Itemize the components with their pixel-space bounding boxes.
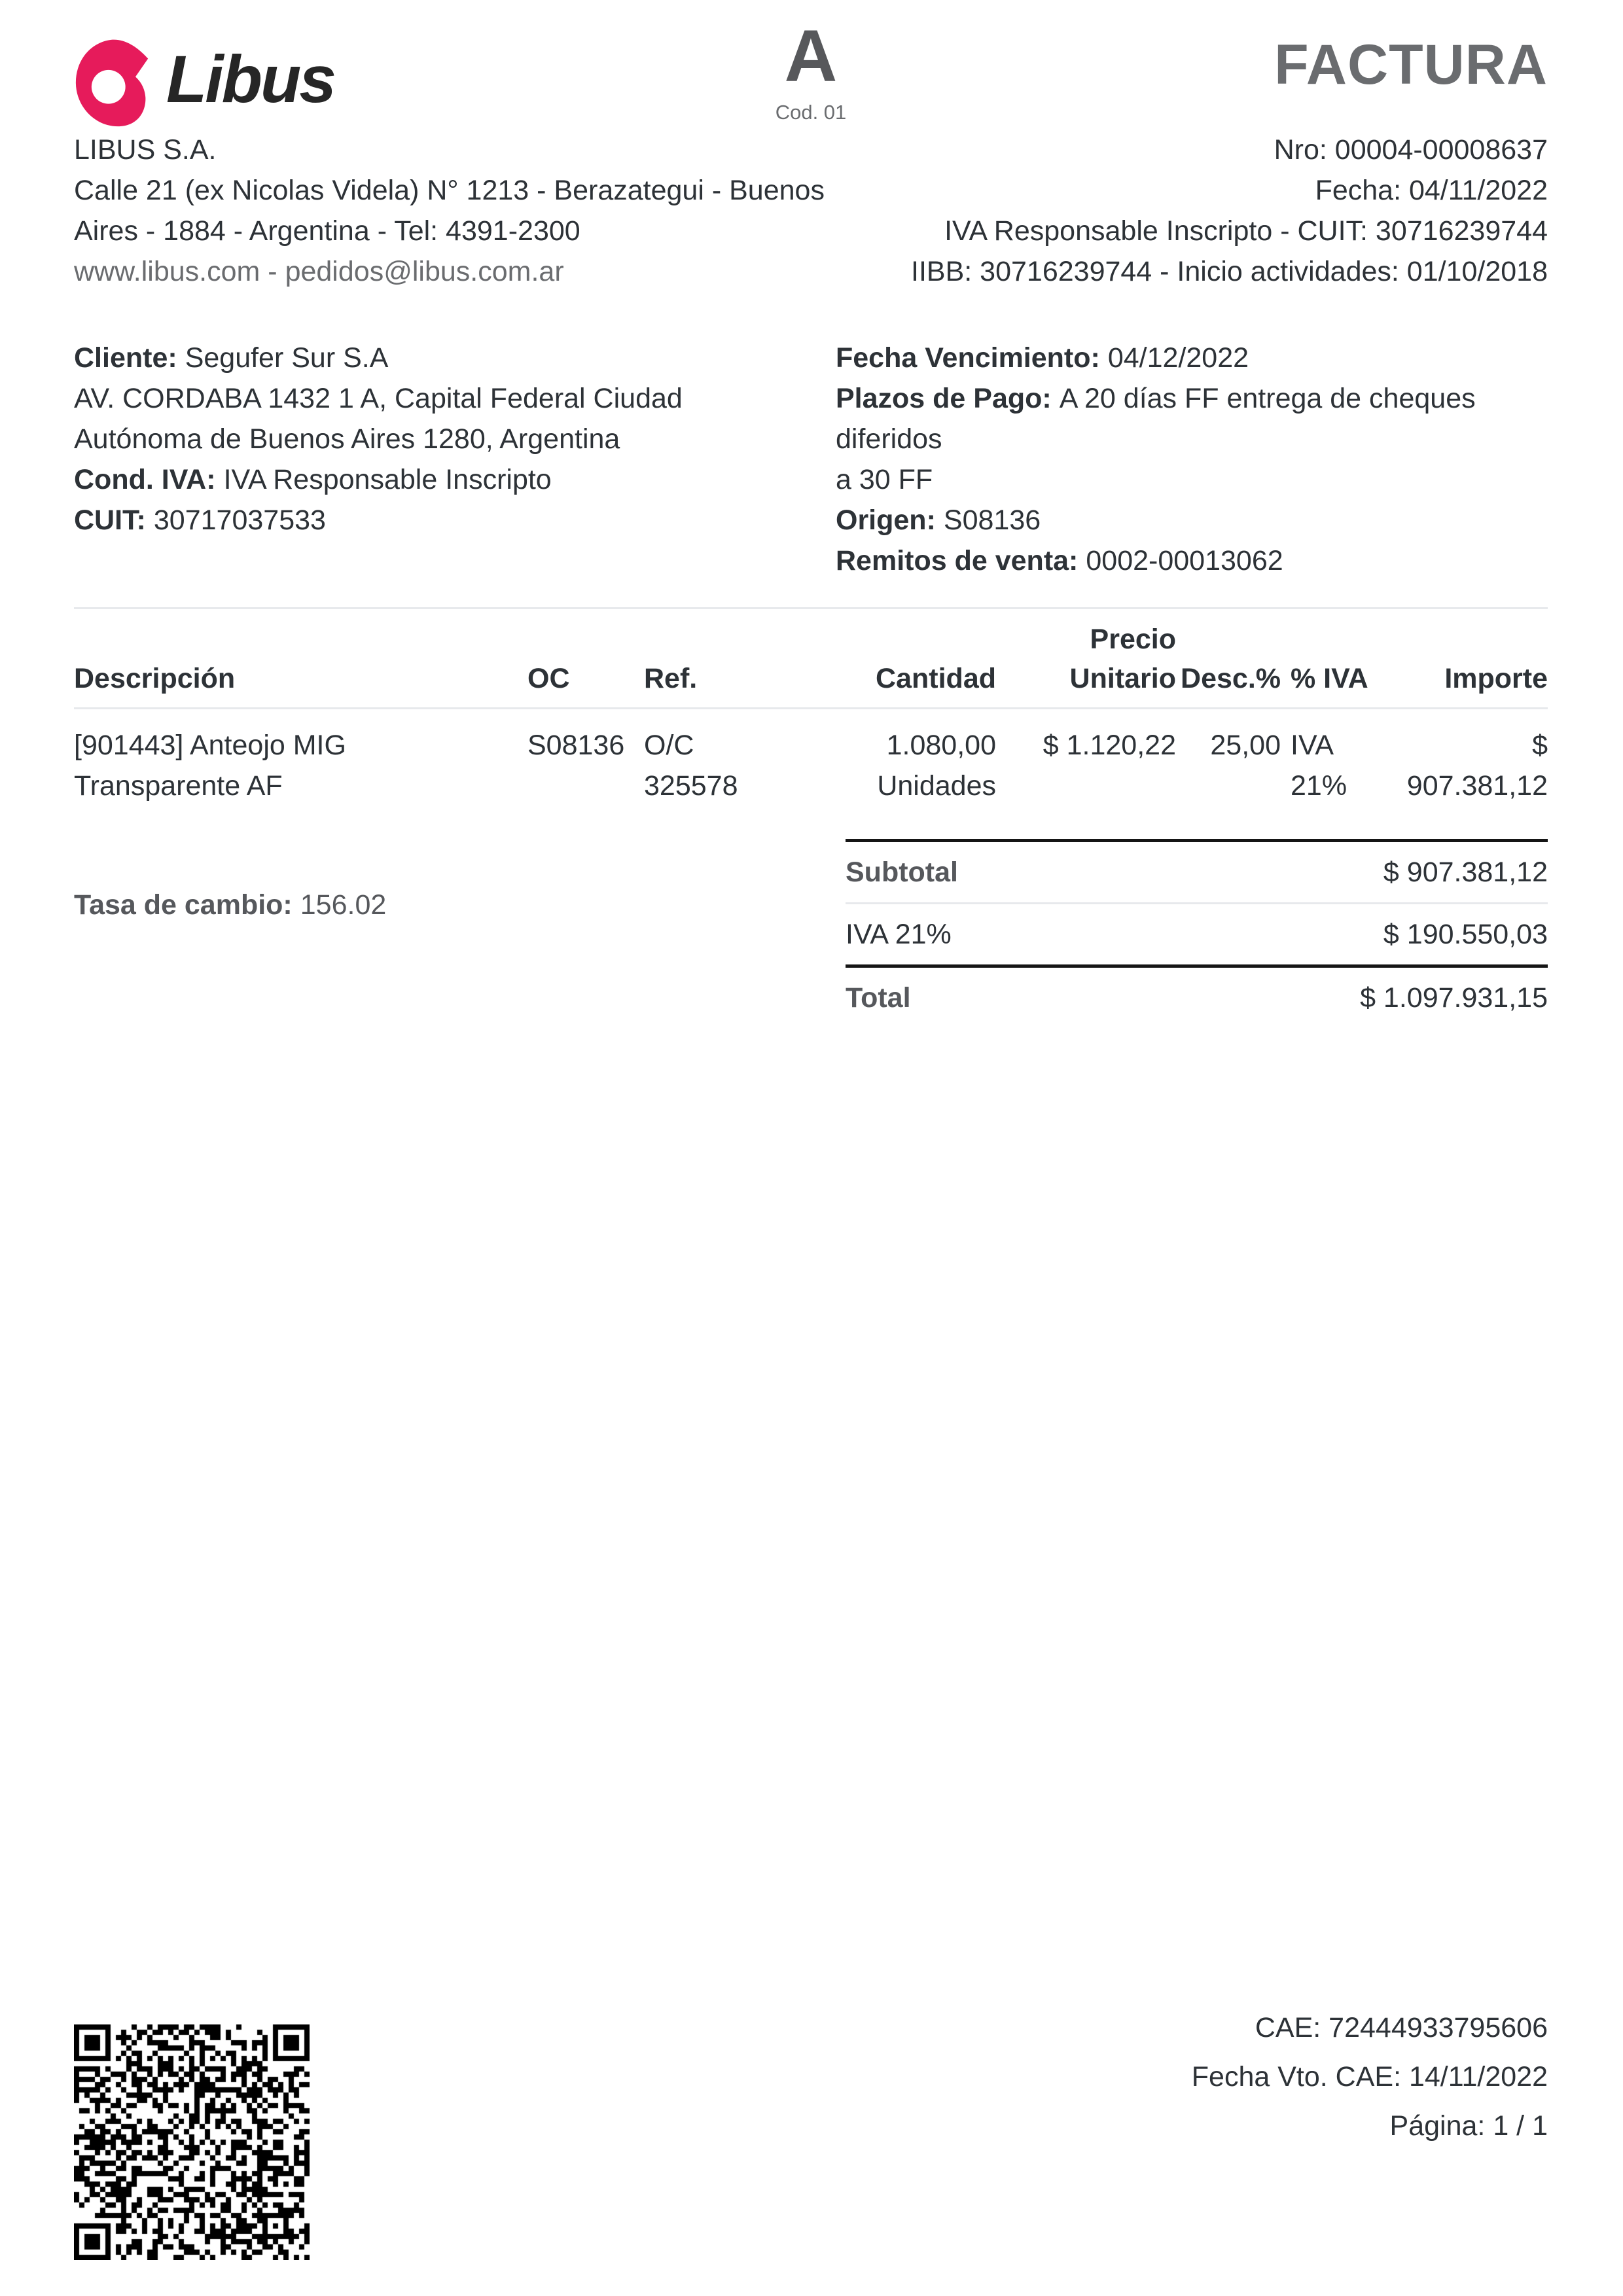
summary-section	[74, 839, 1548, 1028]
item-unit-price: $ 1.120,22	[1043, 730, 1176, 761]
invoice-type-box	[775, 15, 847, 124]
client-address-line-2: Autónoma de Buenos Aires 1280, Argentina	[74, 423, 620, 455]
origin-value: S08136	[943, 504, 1041, 536]
client-iva-label: Cond. IVA:	[74, 464, 216, 495]
header-descripcion: Descripción	[74, 663, 236, 694]
header-ref: Ref.	[644, 663, 698, 694]
parties-section	[74, 338, 1548, 581]
delivery-note-value: 0002-00013062	[1086, 545, 1283, 576]
item-discount: 25,00	[1210, 730, 1281, 761]
item-iva: IVA 21%	[1291, 730, 1347, 802]
payment-terms-line-1	[836, 378, 1548, 459]
client-iva-line	[74, 459, 836, 500]
cae-number: CAE: 72444933795606	[1255, 2012, 1548, 2043]
origin-label: Origen:	[836, 504, 936, 536]
cae-block	[1192, 2001, 1548, 2151]
payment-terms-value-1: A 20 días FF entrega de cheques diferidos	[836, 383, 1476, 455]
due-date-line	[836, 338, 1548, 378]
header-oc: OC	[527, 663, 570, 694]
client-name-line	[74, 338, 836, 378]
delivery-note-line	[836, 540, 1548, 581]
client-label: Cliente:	[74, 342, 177, 374]
page-indicator: Página: 1 / 1	[1389, 2110, 1548, 2142]
payment-terms-label: Plazos de Pago:	[836, 383, 1052, 414]
iva-label: IVA 21%	[846, 919, 952, 950]
company-iibb: IIBB: 30716239744 - Inicio actividades: 01/10/2018	[911, 256, 1548, 287]
header-iva: % IVA	[1291, 663, 1368, 694]
cae-due-date: Fecha Vto. CAE: 14/11/2022	[1191, 2061, 1548, 2093]
libus-logo	[74, 37, 825, 130]
header-precio-unitario: Precio Unitario	[1069, 624, 1176, 694]
client-address-line-1: AV. CORDABA 1432 1 A, Capital Federal Ciudad	[74, 383, 683, 414]
payment-terms-line-2: a 30 FF	[836, 464, 933, 495]
due-date-label: Fecha Vencimiento:	[836, 342, 1100, 374]
invoice-meta-lines	[911, 130, 1548, 292]
total-row	[846, 964, 1548, 1028]
company-name: LIBUS S.A.	[74, 134, 217, 166]
total-label: Total	[846, 982, 911, 1014]
client-name: Segufer Sur S.A	[185, 342, 389, 374]
item-row	[74, 709, 1548, 806]
company-web-email: www.libus.com - pedidos@libus.com.ar	[74, 256, 564, 287]
logo-wordmark: Libus	[166, 42, 334, 116]
company-address-line-1: Calle 21 (ex Nicolas Videla) N° 1213 - Berazategui - Buenos	[74, 175, 825, 206]
client-iva-value: IVA Responsable Inscripto	[223, 464, 552, 495]
client-cuit-value: 30717037533	[153, 504, 326, 536]
subtotal-row	[846, 842, 1548, 902]
client-block	[74, 338, 836, 581]
item-ref: O/C 325578	[644, 730, 738, 802]
company-address-line-2: Aires - 1884 - Argentina - Tel: 4391-2300	[74, 215, 580, 247]
items-table-header	[74, 607, 1548, 709]
libus-ring-icon	[74, 37, 151, 130]
total-value: $ 1.097.931,15	[1360, 982, 1548, 1014]
delivery-note-label: Remitos de venta:	[836, 545, 1079, 576]
invoice-footer	[74, 2001, 1548, 2260]
terms-block	[836, 338, 1548, 581]
brand-block	[74, 29, 825, 292]
subtotal-value: $ 907.381,12	[1383, 857, 1548, 888]
origin-line	[836, 500, 1548, 540]
exchange-rate-value: 156.02	[300, 889, 387, 921]
item-quantity: 1.080,00 Unidades	[877, 730, 996, 802]
items-table	[74, 607, 1548, 806]
item-amount: $ 907.381,12	[1406, 730, 1548, 802]
header-cantidad: Cantidad	[876, 663, 996, 694]
invoice-type-code: Cod. 01	[775, 101, 847, 124]
exchange-rate-label: Tasa de cambio:	[74, 889, 293, 921]
invoice-type-letter: A	[784, 15, 838, 97]
item-description: [901443] Anteojo MIG Transparente AF	[74, 730, 346, 802]
invoice-date: Fecha: 04/11/2022	[1315, 175, 1548, 206]
header-descuento: Desc.%	[1181, 663, 1281, 694]
exchange-rate	[74, 885, 386, 1028]
iva-value: $ 190.550,03	[1383, 919, 1548, 950]
document-title: FACTURA	[1274, 33, 1548, 96]
item-oc: S08136	[527, 730, 625, 761]
invoice-number: Nro: 00004-00008637	[1274, 134, 1548, 166]
client-cuit-line	[74, 500, 836, 540]
iva-row	[846, 902, 1548, 964]
invoice-header	[74, 0, 1548, 292]
totals-table	[846, 839, 1548, 1028]
due-date-value: 04/12/2022	[1107, 342, 1249, 374]
invoice-meta	[911, 29, 1548, 292]
client-cuit-label: CUIT:	[74, 504, 146, 536]
subtotal-label: Subtotal	[846, 857, 958, 888]
qr-code	[74, 2024, 310, 2260]
company-iva-condition: IVA Responsable Inscripto - CUIT: 30716239744	[944, 215, 1548, 247]
header-importe: Importe	[1444, 663, 1548, 694]
company-info	[74, 130, 825, 292]
